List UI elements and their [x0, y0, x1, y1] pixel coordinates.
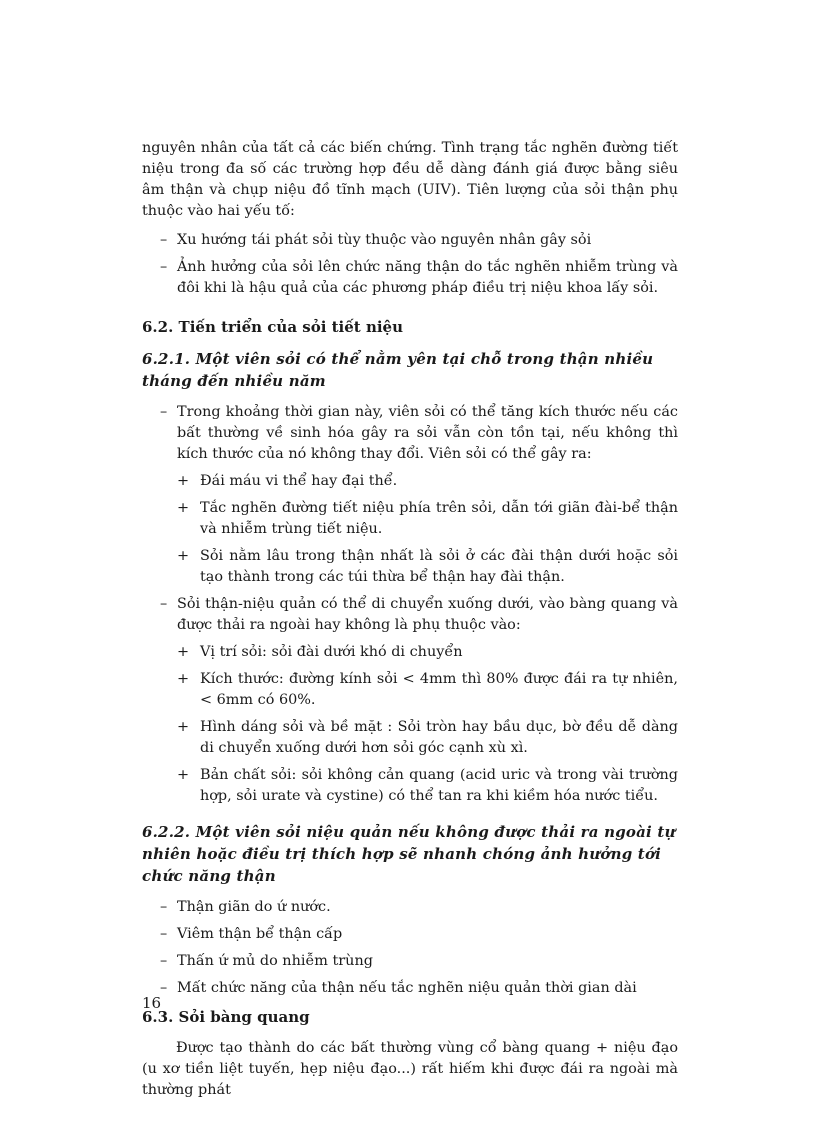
sub-list-item-text: Vị trí sỏi: sỏi đài dưới khó di chuyển	[200, 644, 463, 660]
subsection-heading-6-2-1: 6.2.1. Một viên sỏi có thể nằm yên tại chỗ trong thận nhiều tháng đến nhiều năm	[142, 350, 654, 390]
list-item-text: Thấn ứ mủ do nhiễm trùng	[177, 953, 373, 969]
plus-bullet: +	[177, 719, 190, 735]
plus-bullet: +	[177, 548, 190, 564]
dash-bullet: –	[160, 980, 168, 996]
sub-list-item-text: Đái máu vi thể hay đại thể.	[200, 473, 398, 489]
sub-list-item-text: Bản chất sỏi: sỏi không cản quang (acid uric và trong vài trường hợp, sỏi urate và cystine) có thể tan ra khi kiềm hóa nước tiểu.	[200, 767, 678, 804]
sub-list-item	[142, 642, 678, 663]
dash-bullet: –	[160, 596, 168, 612]
dash-bullet: –	[160, 259, 168, 275]
dash-bullet: –	[160, 232, 168, 248]
plus-bullet: +	[177, 473, 190, 489]
list-item	[142, 594, 678, 636]
prognosis-item-text: Ảnh hưởng của sỏi lên chức năng thận do tắc nghẽn nhiễm trùng và đôi khi là hậu quả của các phương pháp điều trị niệu khoa lấy sỏi.	[177, 259, 678, 296]
list-item	[142, 897, 678, 918]
list-item	[142, 978, 678, 999]
sub-list-item-text: Tắc nghẽn đường tiết niệu phía trên sỏi, dẫn tới giãn đài-bể thận và nhiễm trùng tiết niệu.	[200, 500, 678, 537]
sub-list-item-text: Sỏi nằm lâu trong thận nhất là sỏi ở các đài thận dưới hoặc sỏi tạo thành trong các túi thừa bể thận hay đài thận.	[200, 548, 678, 585]
sub-list-item	[142, 498, 678, 540]
sub-list-item	[142, 669, 678, 711]
sub-list-item	[142, 765, 678, 807]
plus-bullet: +	[177, 644, 190, 660]
list-item-text: Viêm thận bể thận cấp	[177, 926, 343, 942]
plus-bullet: +	[177, 500, 190, 516]
sub-list-item	[142, 717, 678, 759]
dash-bullet: –	[160, 953, 168, 969]
dash-bullet: –	[160, 899, 168, 915]
list-item-text: Trong khoảng thời gian này, viên sỏi có thể tăng kích thước nếu các bất thường về sinh hóa gây ra sỏi vẫn còn tồn tại, nếu không thì kích thước của nó không thay đổi. Viên sỏi có thể gây ra:	[177, 404, 678, 462]
section-heading-6-3: 6.3. Sỏi bàng quang	[142, 1008, 310, 1026]
page-number: 16	[142, 994, 162, 1012]
list-item-text: Mất chức năng của thận nếu tắc nghẽn niệu quản thời gian dài	[177, 980, 637, 996]
sub-list-item-text: Kích thước: đường kính sỏi < 4mm thì 80% được đái ra tự nhiên, < 6mm có 60%.	[200, 671, 678, 708]
list-item	[142, 924, 678, 945]
sub-list-item	[142, 471, 678, 492]
section-6-3-paragraph: Được tạo thành do các bất thường vùng cổ bàng quang + niệu đạo (u xơ tiền liệt tuyến, hẹp niệu đạo...) rất hiếm khi được đái ra ngoài mà thường phát	[142, 1040, 678, 1098]
list-item-text: Sỏi thận-niệu quản có thể di chuyển xuống dưới, vào bàng quang và được thải ra ngoài hay không là phụ thuộc vào:	[177, 596, 678, 633]
plus-bullet: +	[177, 767, 190, 783]
subsection-heading-6-2-2: 6.2.2. Một viên sỏi niệu quản nếu không được thải ra ngoài tự nhiên hoặc điều trị thích hợp sẽ nhanh chóng ảnh hưởng tới chức năng thận	[142, 823, 676, 885]
prognosis-item	[142, 257, 678, 299]
dash-bullet: –	[160, 926, 168, 942]
prognosis-item-text: Xu hướng tái phát sỏi tùy thuộc vào nguyên nhân gây sỏi	[177, 232, 592, 248]
list-item-text: Thận giãn do ứ nước.	[177, 899, 331, 915]
section-heading-6-2: 6.2. Tiến triển của sỏi tiết niệu	[142, 318, 403, 336]
sub-list-item-text: Hình dáng sỏi và bề mặt : Sỏi tròn hay bầu dục, bờ đều dễ dàng di chuyển xuống dưới hơn sỏi góc cạnh xù xì.	[200, 719, 678, 756]
dash-bullet: –	[160, 404, 168, 420]
intro-paragraph: nguyên nhân của tất cả các biến chứng. Tình trạng tắc nghẽn đường tiết niệu trong đa số các trường hợp đều dễ dàng đánh giá được bằng siêu âm thận và chụp niệu đồ tĩnh mạch (UIV). Tiên lượng của sỏi thận phụ thuộc vào hai yếu tố:	[142, 140, 678, 219]
sub-list-item	[142, 546, 678, 588]
page-body	[142, 138, 678, 1101]
plus-bullet: +	[177, 671, 190, 687]
list-item	[142, 402, 678, 465]
prognosis-item	[142, 230, 678, 251]
list-item	[142, 951, 678, 972]
